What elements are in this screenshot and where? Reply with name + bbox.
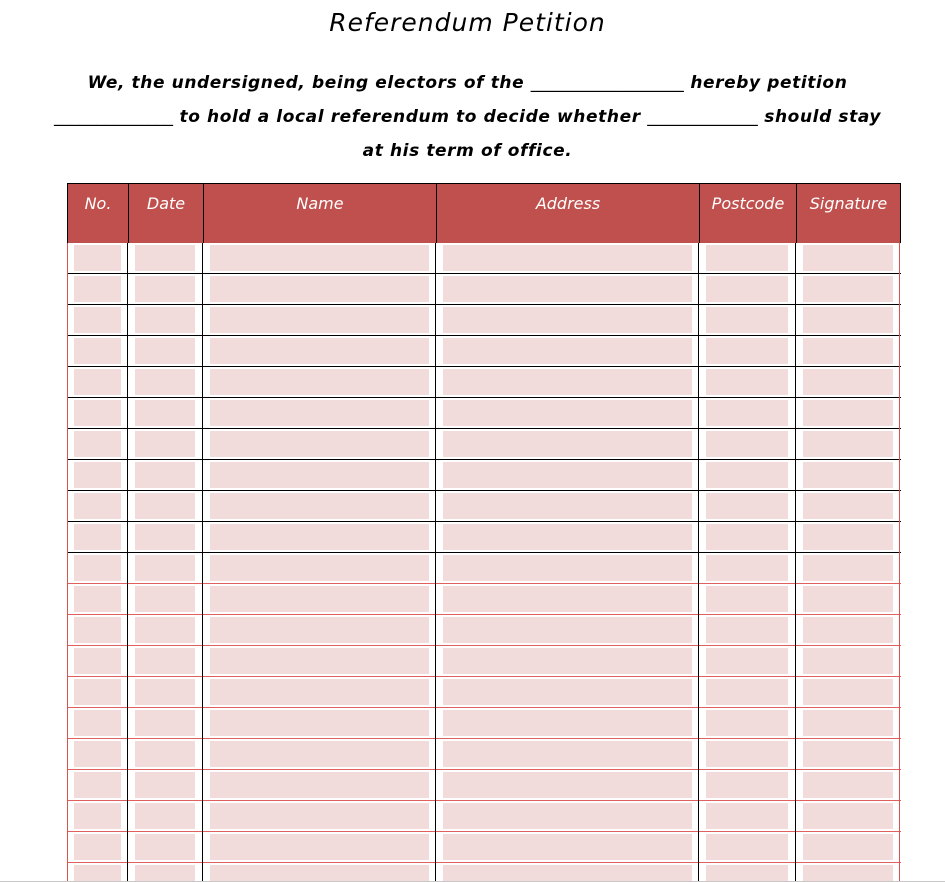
- cell-signature[interactable]: [803, 772, 893, 798]
- cell-no[interactable]: [74, 803, 121, 829]
- table-row: [67, 677, 901, 708]
- blank-electoral-area[interactable]: __________________: [530, 73, 684, 93]
- cell-postcode[interactable]: [706, 431, 788, 457]
- cell-name[interactable]: [210, 803, 429, 829]
- cell-date[interactable]: [135, 307, 195, 333]
- table-row: [67, 708, 901, 739]
- cell-postcode[interactable]: [706, 524, 788, 550]
- column-divider: [67, 243, 68, 882]
- table-row: [67, 615, 901, 646]
- table-row: [67, 336, 901, 367]
- table-row: [67, 367, 901, 398]
- cell-date[interactable]: [135, 648, 195, 674]
- cell-address[interactable]: [443, 338, 692, 364]
- cell-address[interactable]: [443, 710, 692, 736]
- cell-date[interactable]: [135, 617, 195, 643]
- cell-postcode[interactable]: [706, 803, 788, 829]
- table-row: [67, 429, 901, 460]
- cell-no[interactable]: [74, 462, 121, 488]
- cell-postcode[interactable]: [706, 586, 788, 612]
- table-row: [67, 739, 901, 770]
- cell-no[interactable]: [74, 338, 121, 364]
- blank-person[interactable]: _____________: [647, 107, 758, 127]
- cell-date[interactable]: [135, 772, 195, 798]
- cell-signature[interactable]: [803, 400, 893, 426]
- cell-name[interactable]: [210, 245, 429, 271]
- intro-line-3: [0, 141, 935, 161]
- cell-postcode[interactable]: [706, 493, 788, 519]
- cell-postcode[interactable]: [706, 338, 788, 364]
- cell-postcode[interactable]: [706, 772, 788, 798]
- cell-address[interactable]: [443, 245, 692, 271]
- cell-postcode[interactable]: [706, 462, 788, 488]
- cell-signature[interactable]: [803, 245, 893, 271]
- cell-signature[interactable]: [803, 617, 893, 643]
- table-row: [67, 801, 901, 832]
- cell-name[interactable]: [210, 462, 429, 488]
- cell-signature[interactable]: [803, 524, 893, 550]
- cell-no[interactable]: [74, 865, 121, 882]
- intro-line-2: [0, 107, 935, 127]
- cell-date[interactable]: [135, 245, 195, 271]
- header-postcode: Postcode: [699, 184, 796, 243]
- cell-date[interactable]: [135, 710, 195, 736]
- cell-name[interactable]: [210, 493, 429, 519]
- cell-no[interactable]: [74, 431, 121, 457]
- cell-address[interactable]: [443, 741, 692, 767]
- header-address: Address: [436, 184, 699, 243]
- cell-no[interactable]: [74, 400, 121, 426]
- cell-address[interactable]: [443, 276, 692, 302]
- cell-address[interactable]: [443, 679, 692, 705]
- table-row: [67, 305, 901, 336]
- cell-address[interactable]: [443, 586, 692, 612]
- cell-signature[interactable]: [803, 369, 893, 395]
- blank-authority[interactable]: ______________: [53, 107, 173, 127]
- table-row: [67, 460, 901, 491]
- table-row: [67, 646, 901, 677]
- cell-signature[interactable]: [803, 555, 893, 581]
- table-row: [67, 491, 901, 522]
- cell-name[interactable]: [210, 431, 429, 457]
- cell-postcode[interactable]: [706, 741, 788, 767]
- cell-no[interactable]: [74, 276, 121, 302]
- cell-address[interactable]: [443, 865, 692, 882]
- cell-signature[interactable]: [803, 462, 893, 488]
- cell-address[interactable]: [443, 555, 692, 581]
- cell-address[interactable]: [443, 772, 692, 798]
- cell-name[interactable]: [210, 586, 429, 612]
- cell-date[interactable]: [135, 462, 195, 488]
- cell-signature[interactable]: [803, 679, 893, 705]
- column-divider: [899, 243, 900, 882]
- cell-signature[interactable]: [803, 307, 893, 333]
- cell-postcode[interactable]: [706, 865, 788, 882]
- cell-date[interactable]: [135, 431, 195, 457]
- cell-signature[interactable]: [803, 431, 893, 457]
- cell-postcode[interactable]: [706, 617, 788, 643]
- cell-name[interactable]: [210, 369, 429, 395]
- cell-postcode[interactable]: [706, 400, 788, 426]
- cell-name[interactable]: [210, 679, 429, 705]
- cell-address[interactable]: [443, 803, 692, 829]
- cell-postcode[interactable]: [706, 648, 788, 674]
- cell-name[interactable]: [210, 865, 429, 882]
- cell-date[interactable]: [135, 865, 195, 882]
- table-row: [67, 243, 901, 274]
- cell-no[interactable]: [74, 834, 121, 860]
- table-row: [67, 832, 901, 863]
- cell-address[interactable]: [443, 369, 692, 395]
- header-name: Name: [203, 184, 436, 243]
- cell-address[interactable]: [443, 617, 692, 643]
- cell-signature[interactable]: [803, 803, 893, 829]
- cell-name[interactable]: [210, 617, 429, 643]
- intro-line-1: [0, 73, 935, 93]
- cell-date[interactable]: [135, 803, 195, 829]
- cell-name[interactable]: [210, 834, 429, 860]
- table-row: [67, 398, 901, 429]
- petition-title: Referendum Petition: [329, 8, 606, 37]
- intro-text-term: at his term of office.: [362, 141, 573, 161]
- cell-no[interactable]: [74, 741, 121, 767]
- cell-address[interactable]: [443, 400, 692, 426]
- cell-date[interactable]: [135, 276, 195, 302]
- cell-signature[interactable]: [803, 834, 893, 860]
- cell-name[interactable]: [210, 772, 429, 798]
- header-no: No.: [84, 194, 112, 213]
- cell-address[interactable]: [443, 834, 692, 860]
- cell-date[interactable]: [135, 834, 195, 860]
- cell-no[interactable]: [74, 524, 121, 550]
- table-row: [67, 584, 901, 615]
- column-divider: [202, 243, 203, 882]
- header-signature: Signature: [796, 184, 900, 243]
- cell-no[interactable]: [74, 493, 121, 519]
- table-row: [67, 553, 901, 584]
- cell-address[interactable]: [443, 648, 692, 674]
- intro-text-electors: We, the undersigned, being electors of the: [87, 73, 525, 93]
- cell-name[interactable]: [210, 648, 429, 674]
- intro-text-referendum: to hold a local referendum to decide whether: [179, 107, 641, 127]
- cell-name[interactable]: [210, 307, 429, 333]
- cell-no[interactable]: [74, 710, 121, 736]
- table-row: [67, 522, 901, 553]
- cell-name[interactable]: [210, 276, 429, 302]
- signature-table: [67, 183, 901, 882]
- cell-no[interactable]: [74, 772, 121, 798]
- cell-address[interactable]: [443, 307, 692, 333]
- cell-no[interactable]: [74, 586, 121, 612]
- cell-signature[interactable]: [803, 865, 893, 882]
- cell-postcode[interactable]: [706, 369, 788, 395]
- cell-postcode[interactable]: [706, 245, 788, 271]
- column-divider: [795, 243, 796, 882]
- cell-signature[interactable]: [803, 710, 893, 736]
- cell-name[interactable]: [210, 400, 429, 426]
- cell-no[interactable]: [74, 369, 121, 395]
- cell-name[interactable]: [210, 741, 429, 767]
- cell-name[interactable]: [210, 555, 429, 581]
- table-row: [67, 863, 901, 882]
- cell-no[interactable]: [74, 245, 121, 271]
- cell-no[interactable]: [74, 307, 121, 333]
- intro-text-petition: hereby petition: [690, 73, 848, 93]
- cell-signature[interactable]: [803, 493, 893, 519]
- cell-postcode[interactable]: [706, 307, 788, 333]
- cell-signature[interactable]: [803, 648, 893, 674]
- column-divider: [435, 243, 436, 882]
- cell-signature[interactable]: [803, 741, 893, 767]
- cell-postcode[interactable]: [706, 834, 788, 860]
- cell-no[interactable]: [74, 555, 121, 581]
- cell-date[interactable]: [135, 493, 195, 519]
- cell-name[interactable]: [210, 710, 429, 736]
- cell-date[interactable]: [135, 369, 195, 395]
- cell-no[interactable]: [74, 679, 121, 705]
- cell-signature[interactable]: [803, 586, 893, 612]
- cell-date[interactable]: [135, 679, 195, 705]
- cell-address[interactable]: [443, 431, 692, 457]
- cell-signature[interactable]: [803, 276, 893, 302]
- table-row: [67, 770, 901, 801]
- cell-address[interactable]: [443, 462, 692, 488]
- cell-name[interactable]: [210, 338, 429, 364]
- table-header: [67, 183, 901, 244]
- cell-postcode[interactable]: [706, 555, 788, 581]
- cell-no[interactable]: [74, 617, 121, 643]
- cell-address[interactable]: [443, 493, 692, 519]
- cell-postcode[interactable]: [706, 710, 788, 736]
- cell-date[interactable]: [135, 741, 195, 767]
- cell-date[interactable]: [135, 555, 195, 581]
- header-date: Date: [128, 184, 203, 243]
- cell-signature[interactable]: [803, 338, 893, 364]
- cell-no[interactable]: [74, 648, 121, 674]
- cell-date[interactable]: [135, 524, 195, 550]
- cell-date[interactable]: [135, 586, 195, 612]
- cell-date[interactable]: [135, 338, 195, 364]
- cell-postcode[interactable]: [706, 679, 788, 705]
- intro-text-stay: should stay: [764, 107, 882, 127]
- table-body: [67, 243, 901, 882]
- column-divider: [127, 243, 128, 882]
- cell-name[interactable]: [210, 524, 429, 550]
- cell-postcode[interactable]: [706, 276, 788, 302]
- cell-address[interactable]: [443, 524, 692, 550]
- cell-date[interactable]: [135, 400, 195, 426]
- table-row: [67, 274, 901, 305]
- column-divider: [698, 243, 699, 882]
